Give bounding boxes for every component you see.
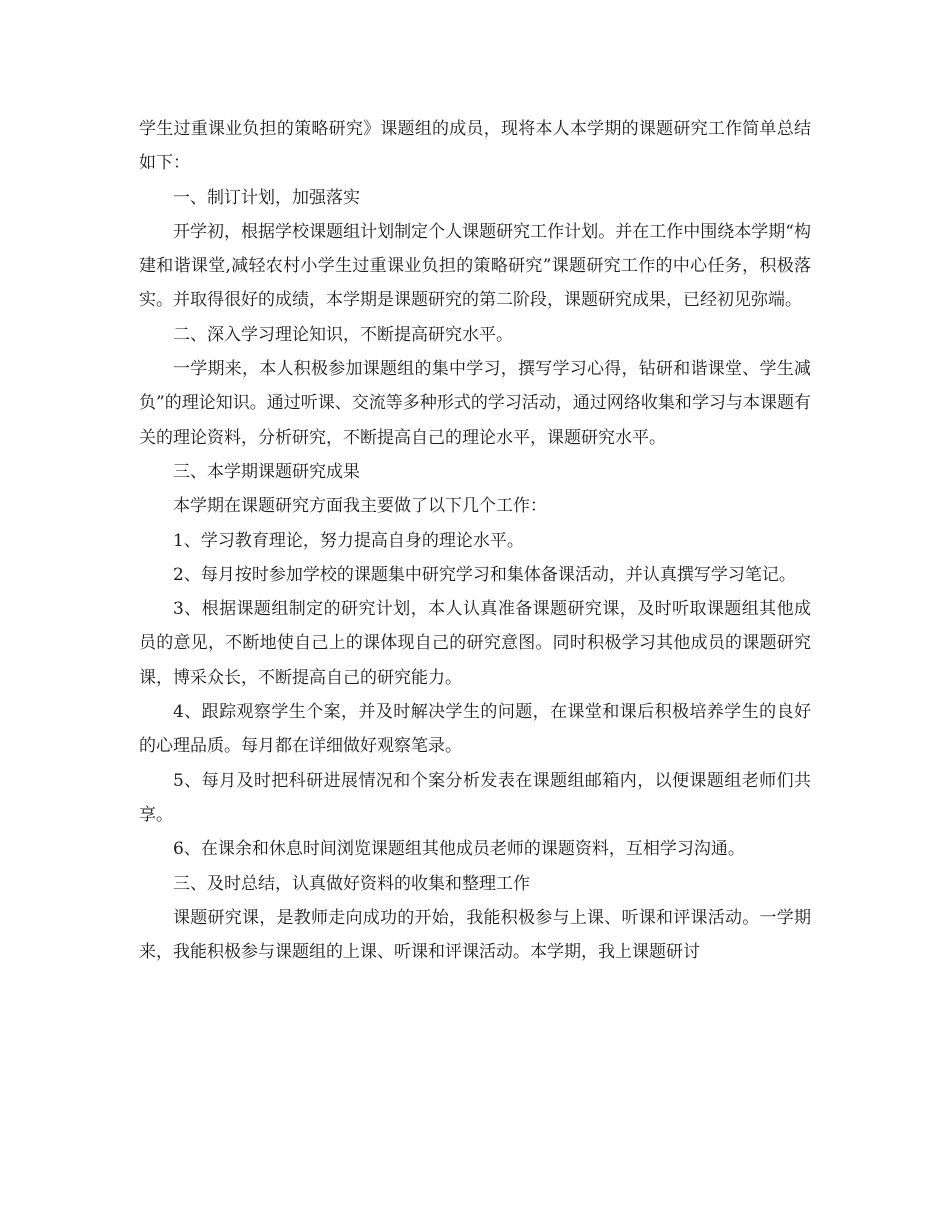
paragraph-plan: 开学初，根据学校课题组计划制定个人课题研究工作计划。并在工作中围绕本学期“构建和谐课堂,减轻农村小学生过重课业负担的策略研究”课题研究工作的中心任务，积极落实。并取得很好的成绩，本学期是课题研究的第二阶段，课题研究成果，已经初见弥端。 [139,221,811,311]
paragraph-intro-continuation: 学生过重课业负担的策略研究》课题组的成员，现将本人本学期的课题研究工作简单总结如下： [139,119,811,174]
list-item-5: 5、每月及时把科研进展情况和个案分析发表在课题组邮箱内，以便课题组老师们共享。 [139,770,811,825]
document-body [139,112,811,969]
list-item-6: 6、在课余和休息时间浏览课题组其他成员老师的课题资料，互相学习沟通。 [173,839,745,860]
list-item-3: 3、根据课题组制定的研究计划，本人认真准备课题研究课，及时听取课题组其他成员的意见，不断地使自己上的课体现自己的研究意图。同时积极学习其他成员的课题研究课，博采众长，不断提高自己的研究能力。 [139,599,811,688]
list-item-2: 2、每月按时参加学校的课题集中研究学习和集体备课活动，并认真撰写学习笔记。 [173,564,796,585]
list-item-1: 1、学习教育理论，努力提高自身的理论水平。 [173,530,524,551]
paragraph-theory: 一学期来，本人积极参加课题组的集中学习，撰写学习心得，钻研和谐课堂、学生减负”的理论知识。通过听课、交流等多种形式的学习活动，通过网络收集和学习与本课题有关的理论资料，分析研究，不断提高自己的理论水平，课题研究水平。 [139,359,811,448]
section-heading-plan: 一、制订计划，加强落实 [173,187,360,208]
section-heading-results: 三、本学期课题研究成果 [173,461,360,482]
list-item-4: 4、跟踪观察学生个案，并及时解决学生的问题，在课堂和课后积极培养学生的良好的心理品质。每月都在详细做好观察笔录。 [139,702,811,757]
section-heading-theory: 二、深入学习理论知识，不断提高研究水平。 [173,324,513,345]
paragraph-summary: 课题研究课，是教师走向成功的开始，我能积极参与上课、听课和评课活动。一学期来，我能积极参与课题组的上课、听课和评课活动。本学期，我上课题研讨 [139,907,811,963]
paragraph-results-intro: 本学期在课题研究方面我主要做了以下几个工作： [173,496,547,517]
section-heading-summary: 三、及时总结，认真做好资料的收集和整理工作 [173,873,530,894]
